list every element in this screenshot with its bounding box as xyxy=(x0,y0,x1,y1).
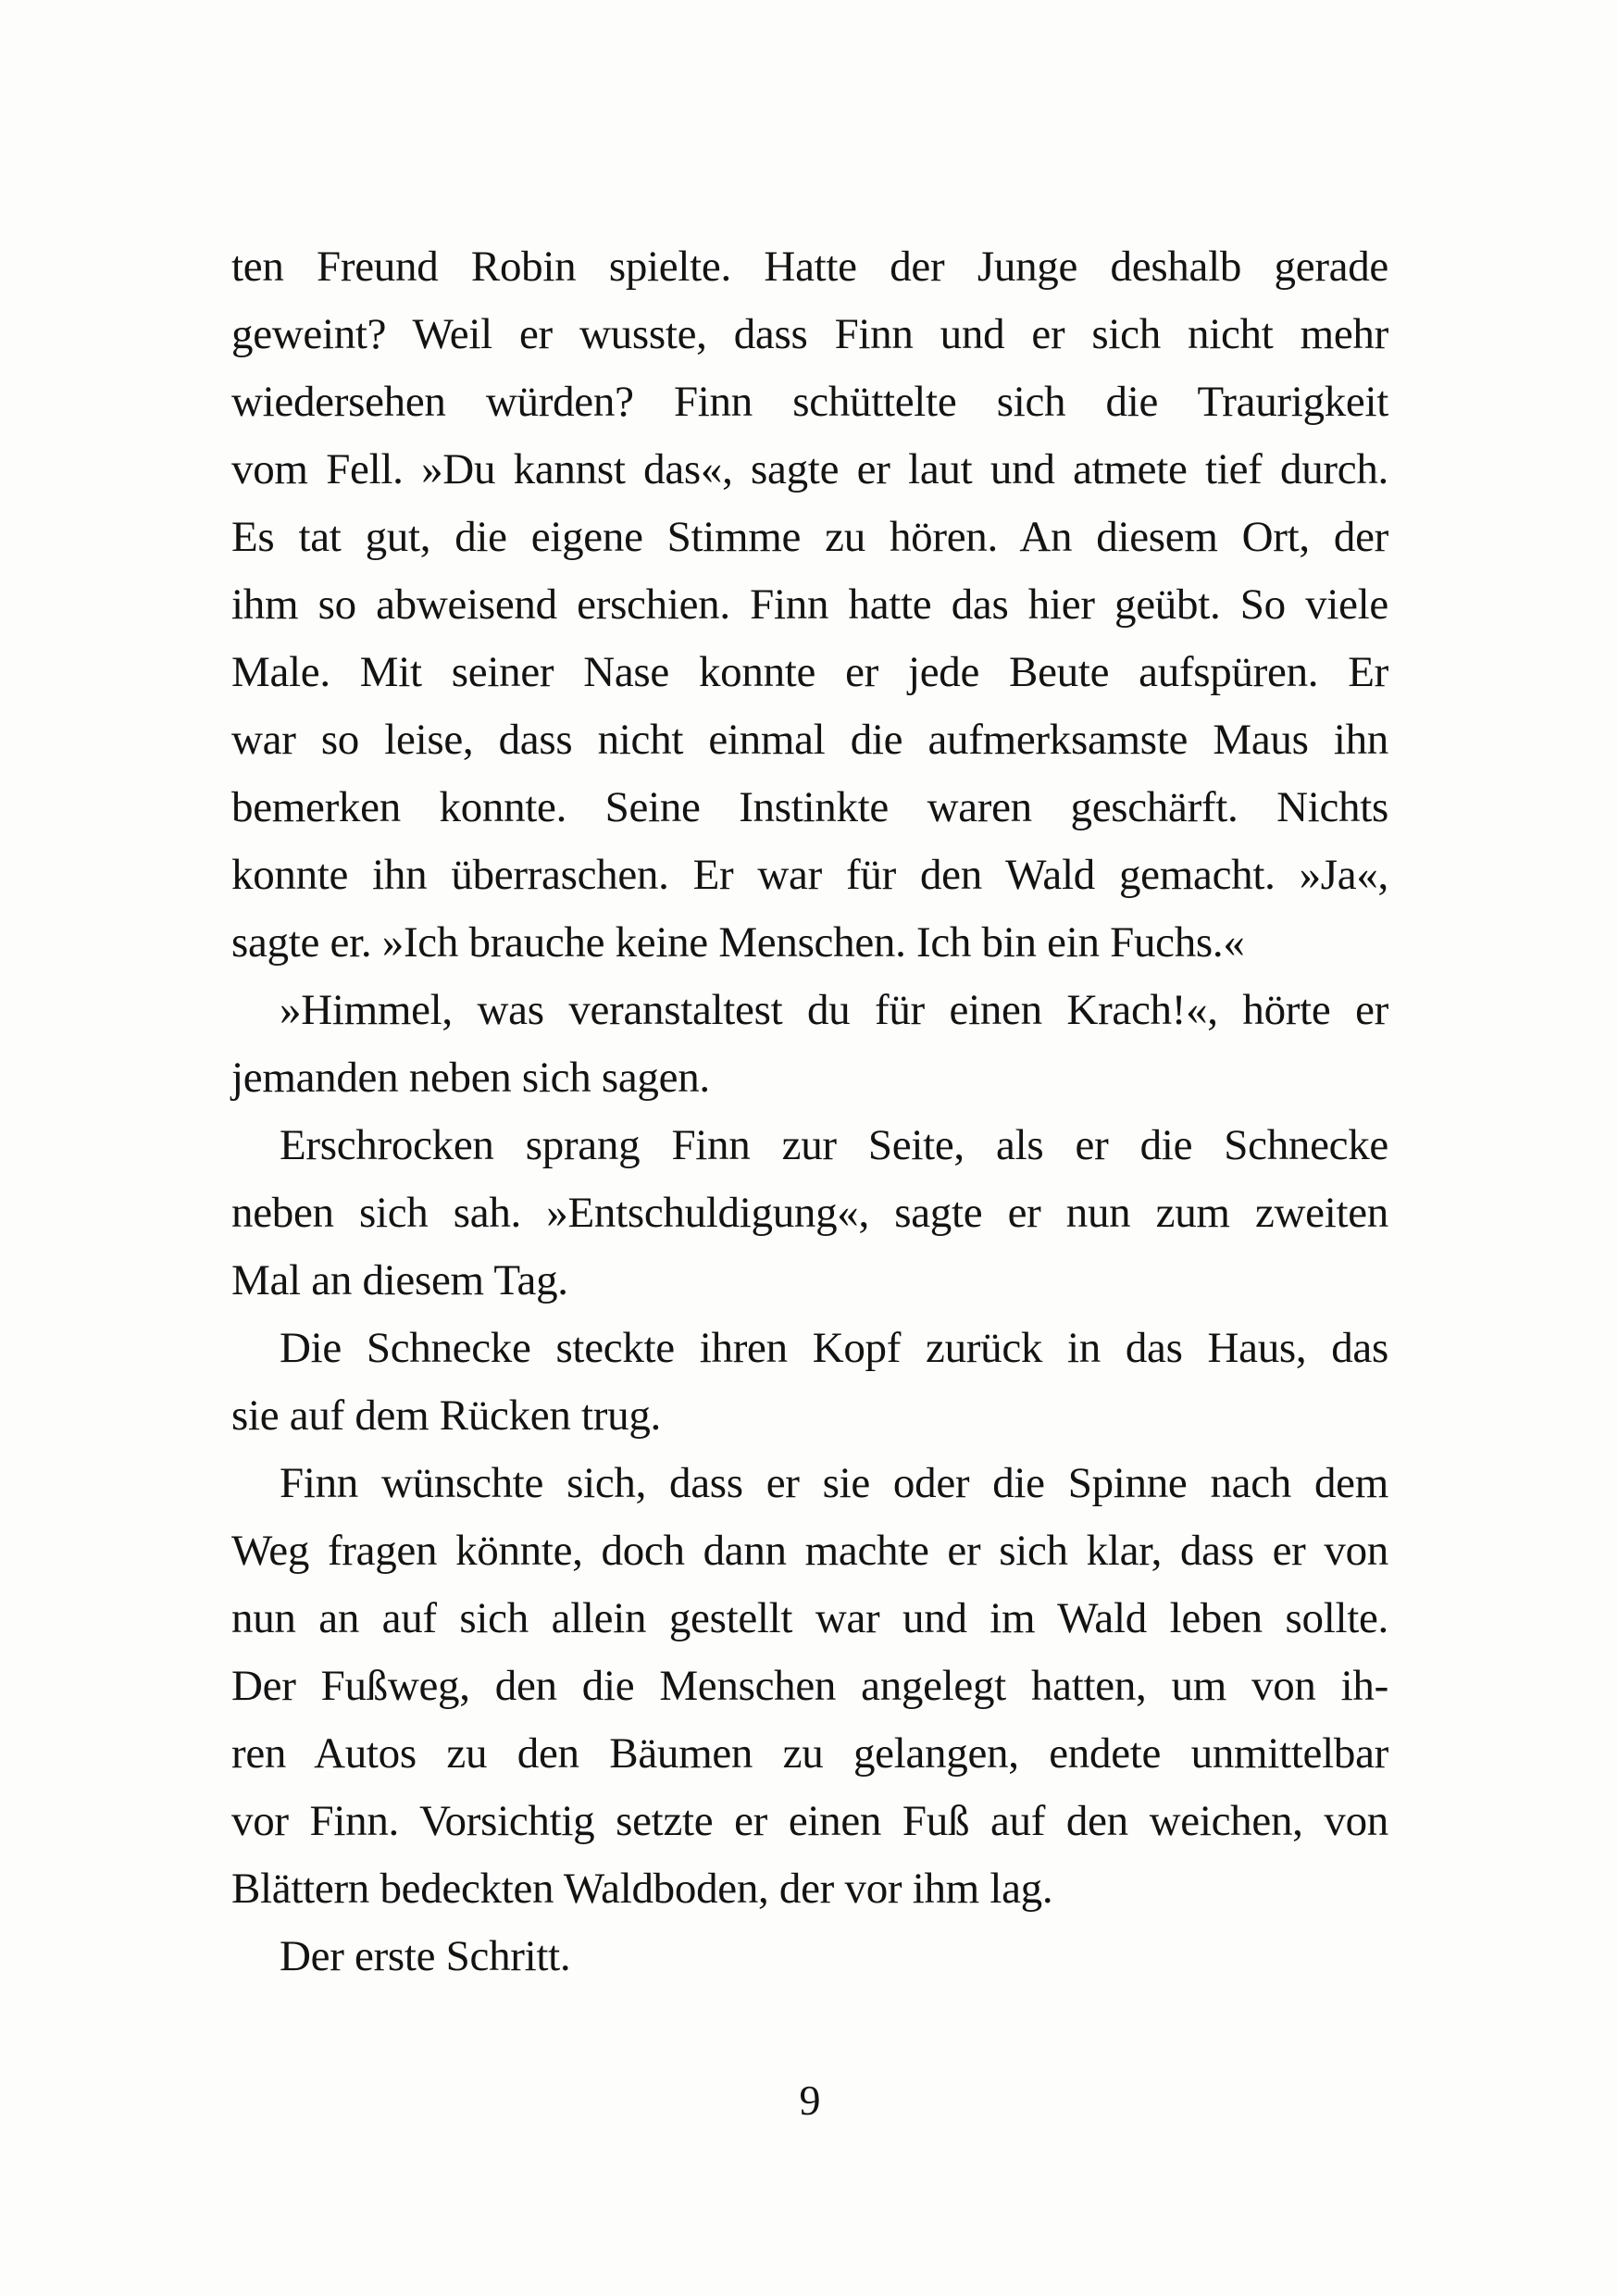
text-line: ten Freund Robin spielte. Hatte der Junge deshalb gerade xyxy=(231,243,1388,291)
text-line: Weg fragen könnte, doch dann machte er sich klar, dass er von xyxy=(231,1527,1388,1575)
text-line: ihm so abweisend erschien. Finn hatte das hier geübt. So viele xyxy=(231,580,1388,629)
text-line: Es tat gut, die eigene Stimme zu hören. An diesem Ort, der xyxy=(231,513,1388,561)
page-number: 9 xyxy=(799,2077,821,2124)
text-line: Erschrocken sprang Finn zur Seite, als er die Schnecke xyxy=(280,1121,1388,1169)
text-line: sagte er. »Ich brauche keine Menschen. Ich bin ein Fuchs.« xyxy=(231,918,1245,967)
text-line: neben sich sah. »Entschuldigung«, sagte er nun zum zweiten xyxy=(231,1189,1388,1237)
text-line: geweint? Weil er wusste, dass Finn und er sich nicht mehr xyxy=(231,310,1388,358)
text-line: ren Autos zu den Bäumen zu gelangen, endete unmittelbar xyxy=(231,1729,1388,1778)
text-line: wiedersehen würden? Finn schüttelte sich die Traurigkeit xyxy=(231,378,1388,426)
text-line: jemanden neben sich sagen. xyxy=(231,1054,710,1102)
text-line: Die Schnecke steckte ihren Kopf zurück in das Haus, das xyxy=(280,1324,1388,1372)
text-line: Blättern bedeckten Waldboden, der vor ihm lag. xyxy=(231,1865,1053,1913)
text-line: vor Finn. Vorsichtig setzte er einen Fuß auf den weichen, von xyxy=(231,1797,1388,1845)
text-line: konnte ihn überraschen. Er war für den Wald gemacht. »Ja«, xyxy=(231,851,1388,899)
text-line: bemerken konnte. Seine Instinkte waren geschärft. Nichts xyxy=(231,783,1388,831)
body-text-block xyxy=(231,233,1388,1990)
text-line: vom Fell. »Du kannst das«, sagte er laut und atmete tief durch. xyxy=(231,445,1388,493)
text-line: Male. Mit seiner Nase konnte er jede Beute aufspüren. Er xyxy=(231,648,1388,696)
text-line: nun an auf sich allein gestellt war und im Wald leben sollte. xyxy=(231,1594,1388,1642)
text-line: Mal an diesem Tag. xyxy=(231,1256,568,1304)
text-line: war so leise, dass nicht einmal die aufmerksamste Maus ihn xyxy=(231,716,1388,764)
text-line: Der erste Schritt. xyxy=(280,1932,571,1980)
text-line: »Himmel, was veranstaltest du für einen Krach!«, hörte er xyxy=(280,986,1388,1034)
text-line: Finn wünschte sich, dass er sie oder die Spinne nach dem xyxy=(280,1459,1388,1507)
text-line: sie auf dem Rücken trug. xyxy=(231,1391,661,1440)
text-line: Der Fußweg, den die Menschen angelegt hatten, um von ih- xyxy=(231,1662,1388,1710)
